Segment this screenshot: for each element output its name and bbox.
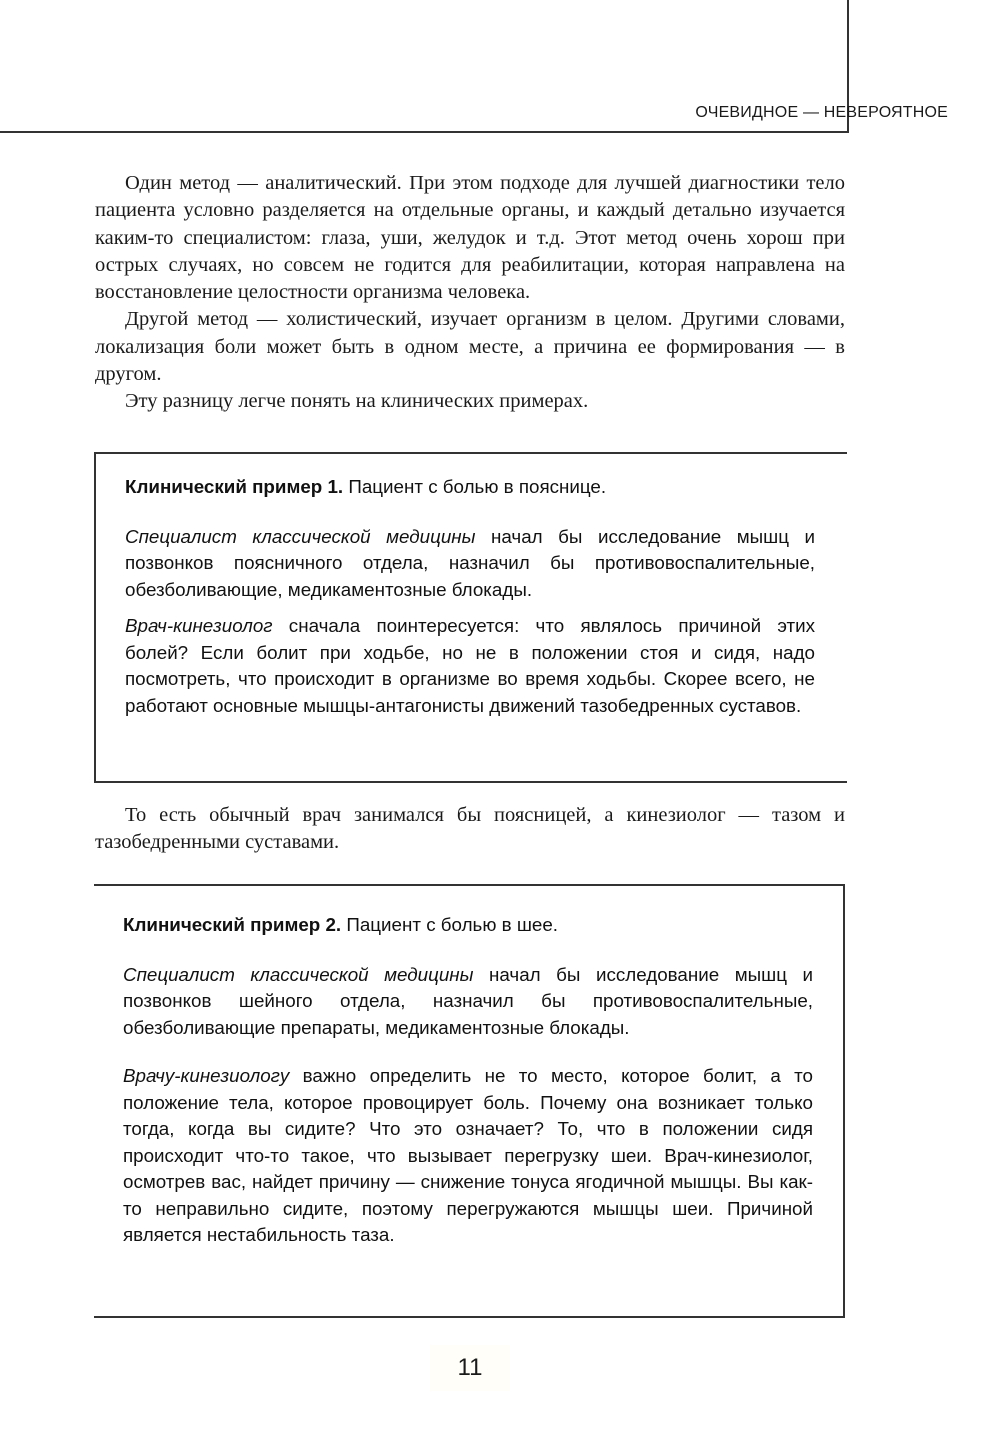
intro-paragraph: Другой метод — холистический, изучает организм в целом. Другими словами, локализация боли может быть в одном месте, а причина ее формирования — в другом. (95, 308, 845, 386)
example-2-p1-italic: Специалист классической медицины (123, 963, 474, 985)
running-head: ОЧЕВИДНОЕ — НЕВЕРОЯТНОЕ (695, 104, 948, 121)
example-1-title-rest: Пациент с болью в пояснице. (343, 476, 607, 497)
example-1-paragraph-1 (125, 524, 815, 604)
intro-paragraph: Один метод — аналитический. При этом подходе для лучшей диагностики тело пациента условно разделяется на отдельные органы, и каждый детально изучается каким-то специалистом: глаза, уши, желудок и т.д. Этот метод очень хорош при острых случаях, но совсем не годится для реабилитации, которая направлена на восстановление целостности организма человека. (95, 172, 845, 304)
example-2-p2-italic: Врачу-кинезиологу (123, 1065, 290, 1086)
example-1-p1-italic: Специалист классической медицины (125, 525, 476, 547)
example-2-paragraph-2 (123, 1063, 813, 1249)
example-2-p2-rest: важно определить не то место, которое болит, а то положение тела, которое провоцирует боль. Почему она возникает только тогда, когда вы сидите? Что это означает? То, что в положении сидя происходит что-то такое, что вызывает перегрузку шеи. Врач-кинезиолог, осмотрев вас, найдет причину — снижение тонуса ягодичной мышцы. Вы как-то неправильно сидите, поэтому перегружаются мышцы шеи. Причиной является нестабильность таза. (123, 1065, 813, 1245)
example-1-title-bold: Клинический пример 1. (125, 476, 344, 497)
clinical-example-1-box (94, 452, 847, 783)
example-1-title (125, 474, 815, 501)
example-1-paragraph-2 (125, 613, 815, 719)
clinical-example-2-box (94, 884, 845, 1318)
intro-paragraph: Эту разницу легче понять на клинических примерах. (125, 390, 589, 413)
example-2-title-bold: Клинический пример 2. (123, 914, 342, 935)
example-2-p1-rest: начал бы исследование мышц и позвонков шейного отдела, назначил бы противовоспалительные, обезболивающие препараты, медикаментозные блокады. (123, 963, 814, 1038)
example-2-title (123, 912, 813, 939)
example-2-paragraph-1 (123, 962, 813, 1042)
example-1-p1-rest: начал бы исследование мышц и позвонков поясничного отдела, назначил бы противовоспалительные, обезболивающие, медикаментозные блокады. (125, 525, 816, 600)
between-paragraph: То есть обычный врач занимался бы поясницей, а кинезиолог — тазом и тазобедренными суставами. (95, 804, 845, 854)
between-text (95, 802, 845, 857)
example-2-title-rest: Пациент с болью в шее. (341, 914, 559, 935)
page-number: 11 (430, 1345, 510, 1391)
intro-text (95, 170, 845, 416)
example-1-p2-italic: Врач-кинезиолог (125, 615, 273, 636)
example-1-p2-rest: сначала поинтересуется: что являлось причиной этих болей? Если болит при ходьбе, но не в положении стоя и сидя, надо посмотреть, что происходит в организме во время ходьбы. Скорее всего, не работают основные мышцы-антагонисты движений тазобедренных суставов. (125, 615, 815, 716)
